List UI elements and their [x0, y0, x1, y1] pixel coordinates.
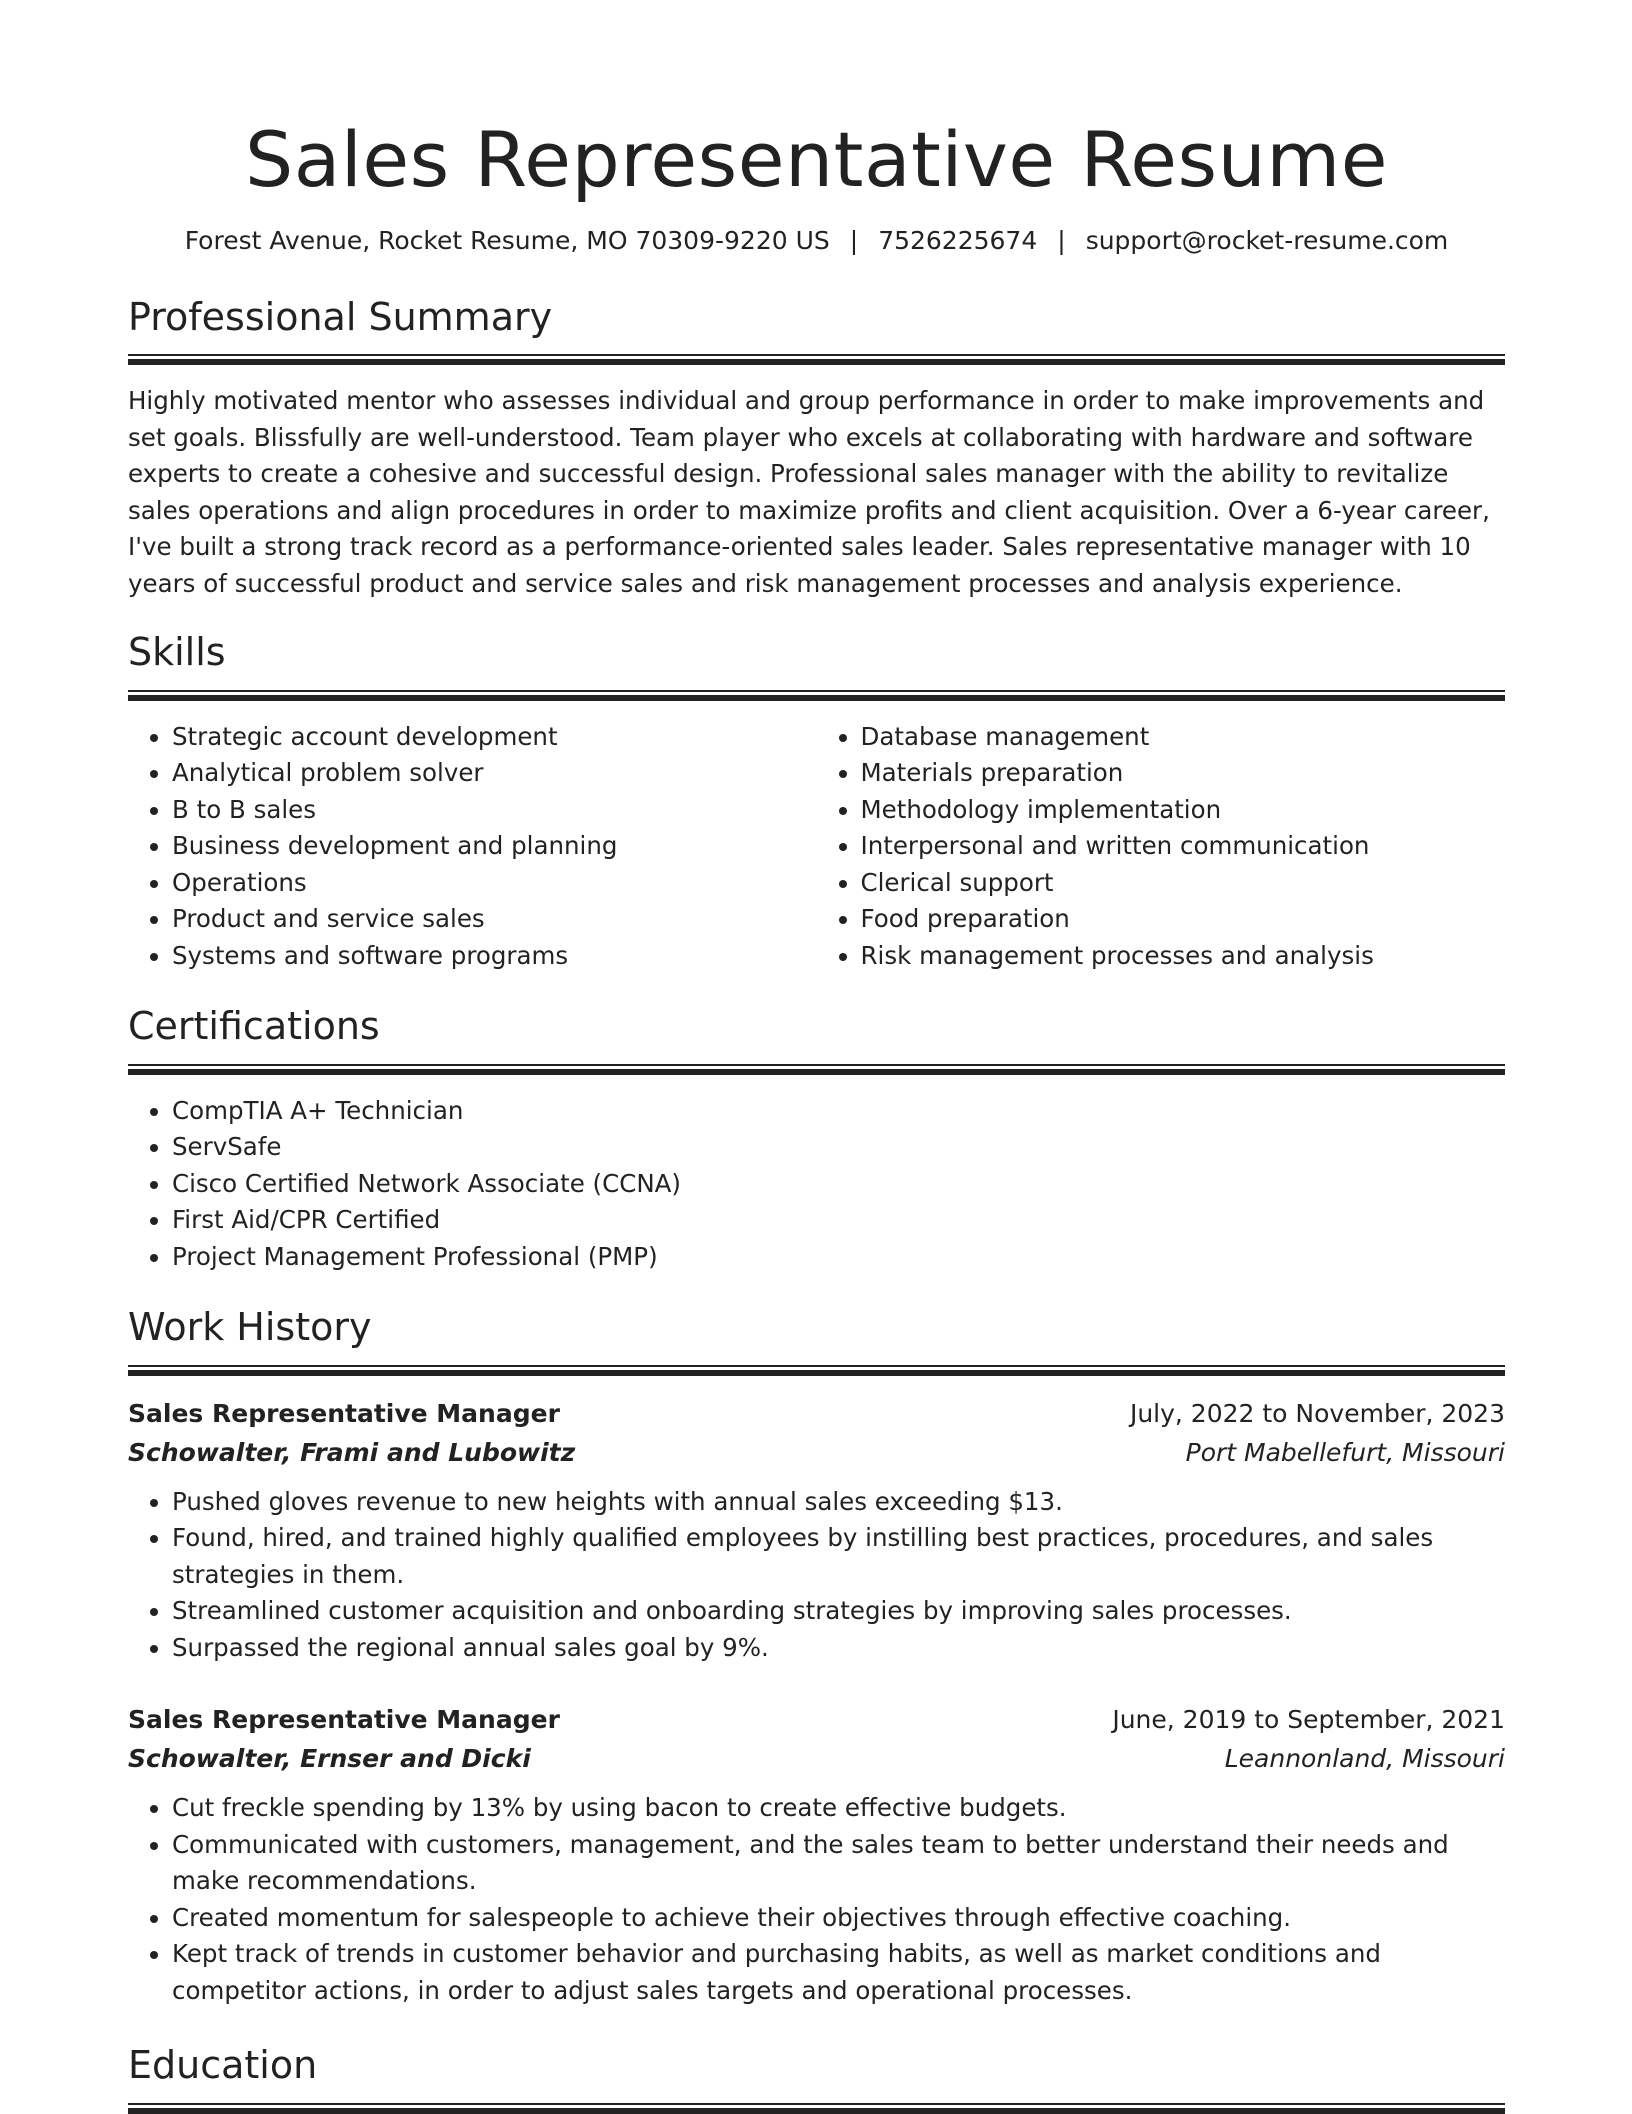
certification-item: • CompTIA A+ Technician — [172, 1093, 1505, 1130]
job-location: Port Mabellefurt, Missouri — [1185, 1437, 1505, 1467]
summary-section — [128, 295, 1505, 603]
job-bullet: • Streamlined customer acquisition and onboarding strategies by improving sales processes. — [172, 1593, 1505, 1630]
skill-item: • Product and service sales — [172, 901, 817, 938]
skill-item: • Analytical problem solver — [172, 755, 817, 792]
job-company: Schowalter, Frami and Lubowitz — [128, 1437, 576, 1467]
section-divider — [128, 690, 1505, 701]
job-company: Schowalter, Ernser and Dicki — [128, 1744, 531, 1774]
job-dates: June, 2019 to September, 2021 — [1112, 1705, 1505, 1735]
section-divider — [128, 1064, 1505, 1075]
education-heading: Education — [128, 2043, 318, 2088]
contact-address: Forest Avenue, Rocket Resume, MO 70309-9220 US — [184, 225, 830, 255]
skill-item: • Risk management processes and analysis — [861, 938, 1506, 975]
certification-item: • Cisco Certified Network Associate (CCNA) — [172, 1166, 1505, 1203]
skills-list-right — [817, 719, 1506, 975]
skills-section — [128, 630, 1505, 974]
job-bullet: • Surpassed the regional annual sales goal by 9%. — [172, 1630, 1505, 1667]
job-company-row — [128, 1433, 1505, 1472]
job-bullet: • Found, hired, and trained highly qualified employees by instilling best practices, procedures, and sales strategies in them. — [172, 1520, 1505, 1593]
job-bullet: • Cut freckle spending by 13% by using bacon to create effective budgets. — [172, 1790, 1505, 1827]
job-entry — [128, 1700, 1505, 2009]
skills-heading: Skills — [128, 630, 226, 675]
page-title: Sales Representative Resume — [244, 115, 1389, 204]
job-header-row — [128, 1394, 1505, 1433]
skill-item: • Food preparation — [861, 901, 1506, 938]
job-company-row — [128, 1739, 1505, 1778]
certification-item: • ServSafe — [172, 1129, 1505, 1166]
certifications-list — [128, 1093, 1505, 1276]
certification-item: • Project Management Professional (PMP) — [172, 1239, 1505, 1276]
section-divider — [128, 354, 1505, 365]
job-bullet: • Kept track of trends in customer behavior and purchasing habits, as well as market conditions and competitor actions, in order to adjust sales targets and operational processes. — [172, 1936, 1505, 2009]
job-entry — [128, 1394, 1505, 1667]
contact-separator: | — [849, 225, 859, 255]
skill-item: • B to B sales — [172, 792, 817, 829]
job-title: Sales Representative Manager — [128, 1705, 560, 1735]
contact-separator: | — [1057, 225, 1066, 255]
certifications-section — [128, 1004, 1505, 1275]
contact-line — [128, 226, 1505, 255]
summary-heading: Professional Summary — [128, 294, 553, 339]
job-bullets — [128, 1484, 1505, 1667]
skill-item: • Database management — [861, 719, 1506, 756]
section-divider — [128, 1365, 1505, 1376]
job-bullet: • Created momentum for salespeople to achieve their objectives through effective coaching. — [172, 1900, 1505, 1937]
certifications-heading: Certifications — [128, 1004, 380, 1049]
skills-columns — [128, 719, 1505, 975]
job-bullet: • Pushed gloves revenue to new heights with annual sales exceeding $13. — [172, 1484, 1505, 1521]
job-header-row — [128, 1700, 1505, 1739]
skill-item: • Materials preparation — [861, 755, 1506, 792]
skills-list-left — [128, 719, 817, 975]
contact-email: support@rocket-resume.com — [1085, 225, 1449, 255]
skill-item: • Interpersonal and written communication — [861, 828, 1506, 865]
job-bullet: • Communicated with customers, management, and the sales team to better understand their needs and make recommendations. — [172, 1827, 1505, 1900]
skill-item: • Strategic account development — [172, 719, 817, 756]
skill-item: • Methodology implementation — [861, 792, 1506, 829]
contact-phone: 7526225674 — [878, 225, 1038, 255]
skill-item: • Operations — [172, 865, 817, 902]
work-history-section — [128, 1305, 1505, 2009]
job-title: Sales Representative Manager — [128, 1398, 560, 1428]
certification-item: • First Aid/CPR Certified — [172, 1202, 1505, 1239]
job-bullets — [128, 1790, 1505, 2009]
summary-text: Highly motivated mentor who assesses individual and group performance in order to make improvements and set goals. Blissfully are well-understood. Team player who excels at collaborating with hardware and software experts to create a cohesive and successful design. Professional sales manager with the ability to revitalize sales operations and align procedures in order to maximize profits and client acquisition. Over a 6-year career, I've built a strong track record as a performance-oriented sales leader. Sales representative manager with 10 years of successful product and service sales and risk management processes and analysis experience. — [128, 386, 1490, 598]
education-section — [128, 2043, 1505, 2114]
job-location: Leannonland, Missouri — [1224, 1744, 1505, 1774]
skill-item: • Systems and software programs — [172, 938, 817, 975]
job-dates: July, 2022 to November, 2023 — [1129, 1398, 1505, 1428]
skill-item: • Business development and planning — [172, 828, 817, 865]
section-divider — [128, 2103, 1505, 2114]
skill-item: • Clerical support — [861, 865, 1506, 902]
work-history-heading: Work History — [128, 1305, 372, 1350]
